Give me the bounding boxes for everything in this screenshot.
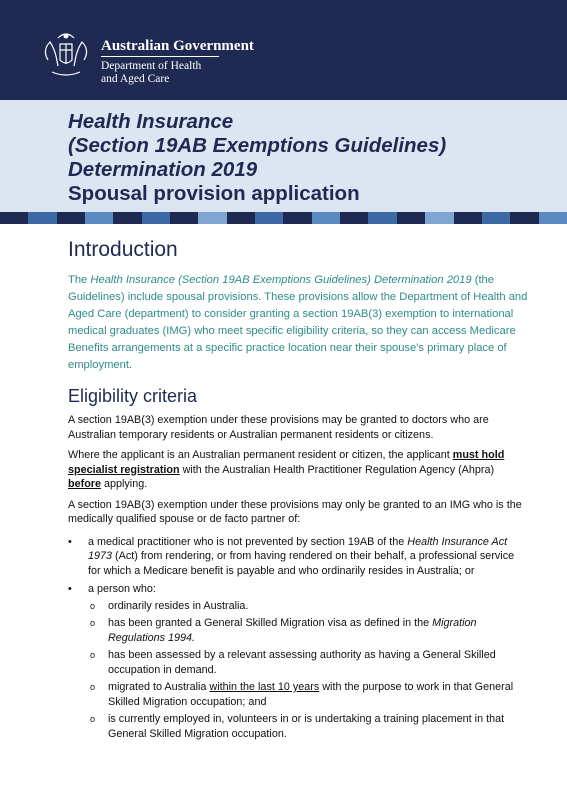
intro-heading: Introduction [68, 238, 178, 261]
intro-paragraph [68, 272, 528, 374]
sub-list-text: ordinarily resides in Australia. [108, 599, 249, 612]
sub-list-text-a: migrated to Australia [108, 681, 210, 693]
stripe-segment [454, 212, 482, 224]
stripe-segment [57, 212, 85, 224]
p2-text-a: Where the applicant is an Australian permanent resident or citizen, the applicant [68, 449, 453, 461]
intro-text-a: The [68, 274, 91, 286]
coat-of-arms-icon [38, 30, 94, 80]
stripe-segment [170, 212, 198, 224]
stripe-segment [0, 212, 28, 224]
list-text-c: (Act) from rendering, or from having rendered on their behalf, a professional service for which a Medicare benefit is payable and who ordinarily resides in Australia; or [88, 550, 515, 577]
p2-text-e: applying. [101, 478, 148, 490]
sub-list-item [88, 648, 528, 677]
list-item [68, 582, 528, 741]
intro-text-italic: Health Insurance (Section 19AB Exemptions Guidelines) Determination 2019 [90, 274, 472, 286]
bullet-icon: • [68, 535, 72, 548]
stripe-segment [113, 212, 141, 224]
eligibility-paragraph-2 [68, 448, 528, 492]
list-text: a person who: [88, 583, 156, 595]
p2-emphasis-before: before [68, 478, 101, 490]
stripe-segment [539, 212, 567, 224]
sub-bullet-icon: o [90, 618, 96, 628]
department-name-line1: Department of Health [101, 60, 202, 72]
list-text-a: a medical practitioner who is not prevented by section 19AB of the [88, 535, 408, 548]
eligibility-heading: Eligibility criteria [68, 386, 198, 406]
title-line-3: Determination 2019 [68, 158, 258, 181]
stripe-segment [368, 212, 396, 224]
list-item [68, 535, 528, 579]
stripe-segment [28, 212, 56, 224]
sub-list-item [88, 712, 528, 741]
stripe-segment [283, 212, 311, 224]
title-line-2: (Section 19AB Exemptions Guidelines) [68, 134, 447, 157]
sub-list-text-underlined: within the last 10 years [209, 681, 320, 693]
department-name-line2: and Aged Care [101, 73, 170, 85]
sub-bullet-icon: o [90, 682, 96, 692]
government-logo-text [101, 38, 254, 86]
stripe-segment [482, 212, 510, 224]
government-name: Australian Government [101, 38, 254, 54]
document-title [68, 110, 446, 206]
sub-list-item [88, 616, 528, 645]
eligibility-paragraph-1: A section 19AB(3) exemption under these provisions may be granted to doctors who are Australian temporary residents or Australian permanent residents or citizens. [68, 414, 489, 441]
eligibility-paragraph-3: A section 19AB(3) exemption under these provisions may only be granted to an IMG who is the medically qualified spouse or de facto partner of: [68, 498, 522, 525]
sub-list-text-c: with the purpose to work in that General Skilled Migration occupation; and [108, 681, 514, 708]
government-header [0, 0, 567, 100]
stripe-segment [142, 212, 170, 224]
divider [101, 56, 219, 57]
p2-emphasis-registration: must hold specialist registration [68, 449, 505, 476]
stripe-segment [198, 212, 226, 224]
sub-list-text-italic: Migration Regulations 1994. [108, 617, 477, 644]
stripe-segment [397, 212, 425, 224]
sub-list-item [88, 599, 528, 614]
sub-bullet-icon: o [90, 600, 96, 611]
stripe-segment [255, 212, 283, 224]
sub-list-text-a: has been granted a General Skilled Migration visa as defined in the [108, 617, 433, 629]
p2-text-c: with the Australian Health Practitioner Regulation Agency (Ahpra) [179, 463, 495, 476]
sub-list-text: is currently employed in, volunteers in or is undertaking a training placement in that General Skilled Migration occupation. [108, 713, 505, 740]
stripe-segment [85, 212, 113, 224]
sub-bullet-icon: o [90, 714, 96, 724]
stripe-segment [425, 212, 453, 224]
title-line-4: Spousal provision application [68, 182, 360, 205]
stripe-segment [510, 212, 538, 224]
bullet-icon: • [68, 583, 72, 595]
stripe-segment [227, 212, 255, 224]
sub-list-item [88, 680, 528, 709]
eligibility-list [68, 535, 528, 742]
decorative-stripe [0, 212, 567, 224]
stripe-segment [340, 212, 368, 224]
main-content [68, 238, 528, 745]
title-banner [0, 100, 567, 212]
list-text-italic: Health Insurance Act 1973 [88, 535, 508, 562]
sub-bullet-icon: o [90, 650, 96, 660]
stripe-segment [312, 212, 340, 224]
intro-text-b: (the Guidelines) include spousal provisions. These provisions allow the Department of Health and Aged Care (department) to consider granting a section 19AB(3) exemption to international medical graduates (IMG) who meet specific eligibility criteria, so they can access Medicare Benefits arrangements at a specific practice location near their spouse's primary place of employment. [68, 274, 528, 371]
sub-list-text: has been assessed by a relevant assessing authority as having a General Skilled occupation in demand. [108, 649, 496, 676]
title-line-1: Health Insurance [68, 110, 234, 133]
sub-list [88, 599, 528, 742]
